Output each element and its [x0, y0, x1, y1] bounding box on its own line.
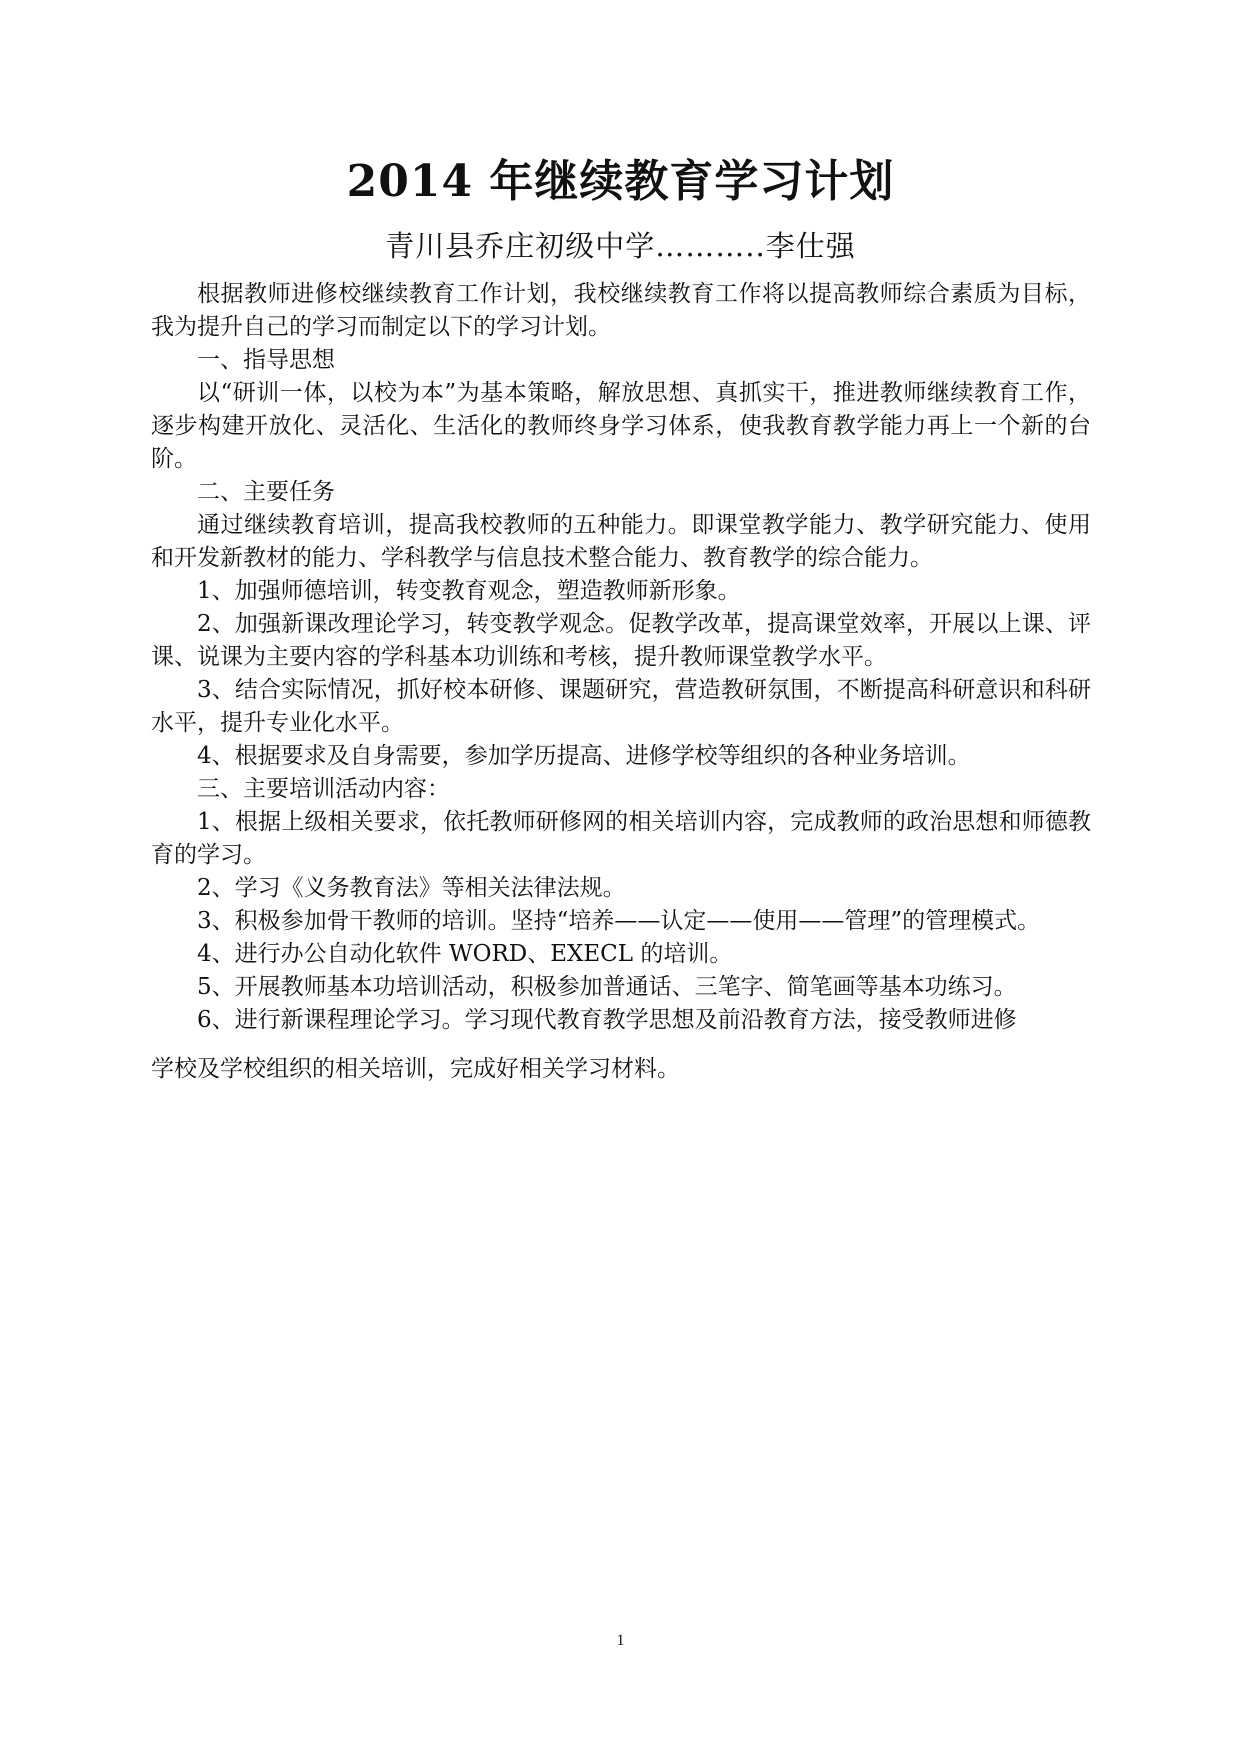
page-number: 1 — [616, 1632, 625, 1649]
paragraph-intro: 根据教师进修校继续教育工作计划，我校继续教育工作将以提高教师综合素质为目标，我为提升自己的学习而制定以下的学习计划。 — [151, 281, 1091, 340]
task-item-4: 4、根据要求及自身需要，参加学历提高、进修学校等组织的各种业务培训。 — [197, 743, 971, 769]
activity-item-3: 3、积极参加骨干教师的培训。坚持“培养——认定——使用——管理”的管理模式。 — [197, 908, 1041, 934]
activity-item-6-line-2: 学校及学校组织的相关培训，完成好相关学习材料。 — [151, 1056, 680, 1082]
activity-item-2: 2、学习《义务教育法》等相关法律法规。 — [197, 875, 626, 901]
document-title: 2014 年继续教育学习计划 — [346, 156, 895, 207]
activity-item-6 — [151, 1004, 1091, 1086]
activity-item-1: 1、根据上级相关要求，依托教师研修网的相关培训内容，完成教师的政治思想和师德教育的学习。 — [151, 809, 1091, 868]
activity-item-6-line-1: 6、进行新课程理论学习。学习现代教育教学思想及前沿教育方法，接受教师进修 — [197, 1007, 1017, 1033]
section-heading-main-tasks: 二、主要任务 — [197, 479, 335, 505]
task-item-3: 3、结合实际情况，抓好校本研修、课题研究，营造教研氛围，不断提高科研意识和科研水平，提升专业化水平。 — [151, 677, 1091, 736]
document-author-line: 青川县乔庄初级中学………..李仕强 — [385, 229, 856, 263]
document-body — [151, 278, 1091, 1086]
task-item-2: 2、加强新课改理论学习，转变教学观念。促教学改革，提高课堂效率，开展以上课、评课、说课为主要内容的学科基本功训练和考核，提升教师课堂教学水平。 — [151, 611, 1091, 670]
section-heading-training-activities: 三、主要培训活动内容： — [197, 776, 450, 802]
paragraph-guiding-ideology: 以“研训一体，以校为本”为基本策略，解放思想、真抓实干，推进教师继续教育工作，逐步构建开放化、灵活化、生活化的教师终身学习体系，使我教育教学能力再上一个新的台阶。 — [151, 380, 1091, 472]
paragraph-main-tasks: 通过继续教育培训，提高我校教师的五种能力。即课堂教学能力、教学研究能力、使用和开发新教材的能力、学科教学与信息技术整合能力、教育教学的综合能力。 — [151, 512, 1091, 571]
task-item-1: 1、加强师德培训，转变教育观念，塑造教师新形象。 — [197, 578, 741, 604]
section-heading-guiding-ideology: 一、指导思想 — [197, 347, 335, 373]
activity-item-5: 5、开展教师基本功培训活动，积极参加普通话、三笔字、简笔画等基本功练习。 — [197, 974, 1017, 1000]
activity-item-4: 4、进行办公自动化软件 WORD、EXECL 的培训。 — [197, 941, 733, 967]
